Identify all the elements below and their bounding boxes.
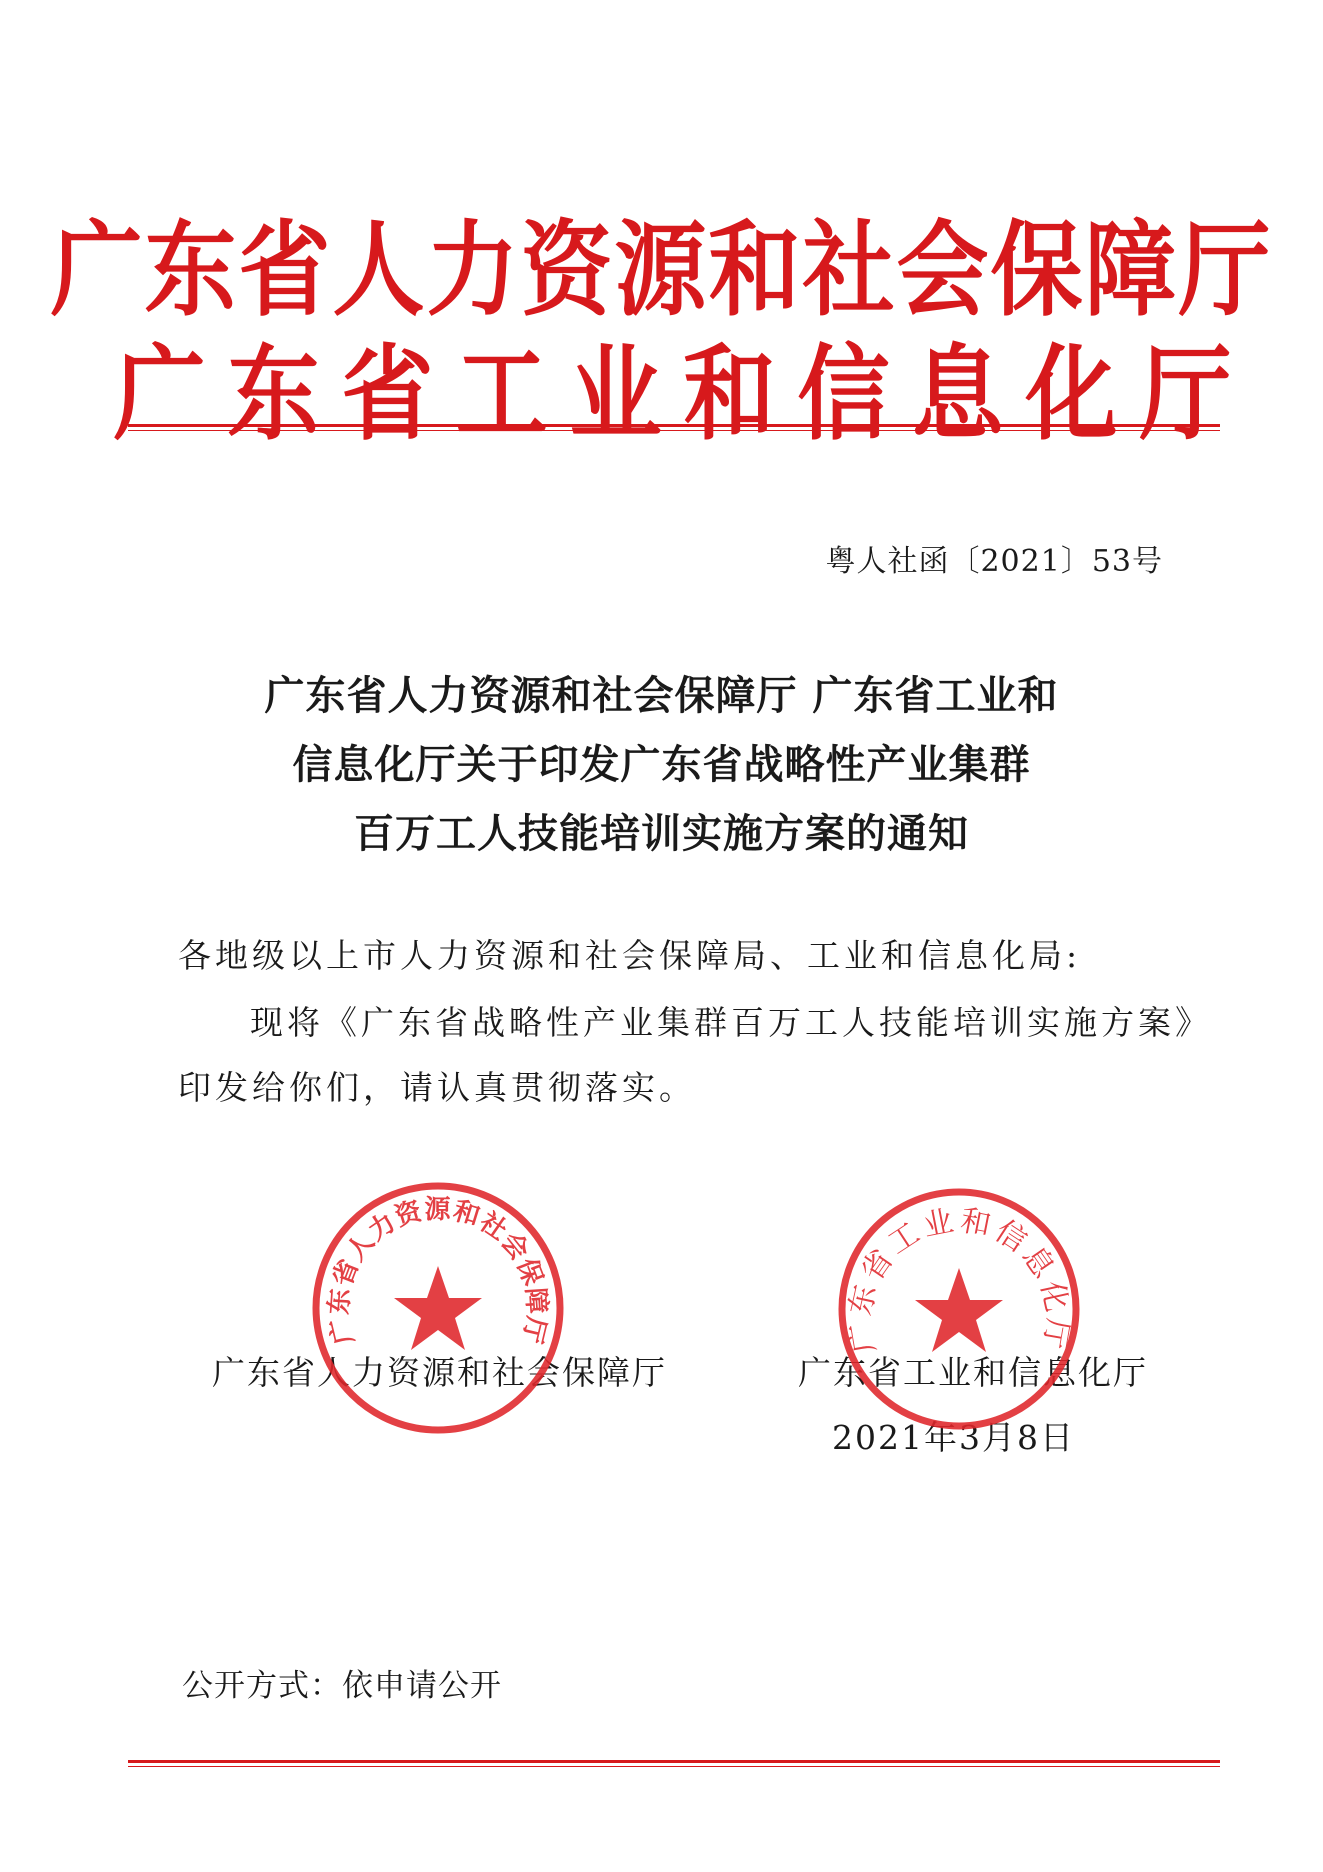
salutation: 各地级以上市人力资源和社会保障局、工业和信息化局:: [178, 936, 1082, 975]
seal-2-star-icon: [915, 1268, 1003, 1352]
paragraph-line-1: 现将《广东省战略性产业集群百万工人技能培训实施方案》: [250, 1003, 1212, 1042]
seal-1-star-icon: [394, 1266, 482, 1350]
title-line-3: 百万工人技能培训实施方案的通知: [354, 810, 969, 857]
seal-1-text: 广东省人力资源和社会保障厅: [324, 1194, 552, 1348]
disclosure-method: 公开方式：依申请公开: [182, 1668, 502, 1704]
signing-date: 2021年3月8日: [832, 1418, 1075, 1457]
seal-2-text: 广东省工业和信息化厅: [842, 1203, 1076, 1356]
signer-2: 广东省工业和信息化厅: [798, 1353, 1148, 1392]
seal-2: [836, 1186, 1082, 1432]
signer-1: 广东省人力资源和社会保障厅: [212, 1353, 667, 1392]
bottom-red-rule: [128, 1760, 1220, 1767]
letterhead-line-1: 广东省人力资源和社会保障厅: [50, 209, 1273, 331]
document-number: 粤人社函〔2021〕53号: [825, 544, 1163, 579]
title-line-1: 广东省人力资源和社会保障厅 广东省工业和: [264, 672, 1059, 719]
letterhead-line-2: 广东省工业和信息化厅: [113, 333, 1254, 455]
title-line-2: 信息化厅关于印发广东省战略性产业集群: [292, 741, 1031, 788]
top-red-rule: [128, 424, 1220, 431]
seal-1: [310, 1180, 566, 1436]
paragraph-line-2: 印发给你们，请认真贯彻落实。: [178, 1068, 696, 1107]
